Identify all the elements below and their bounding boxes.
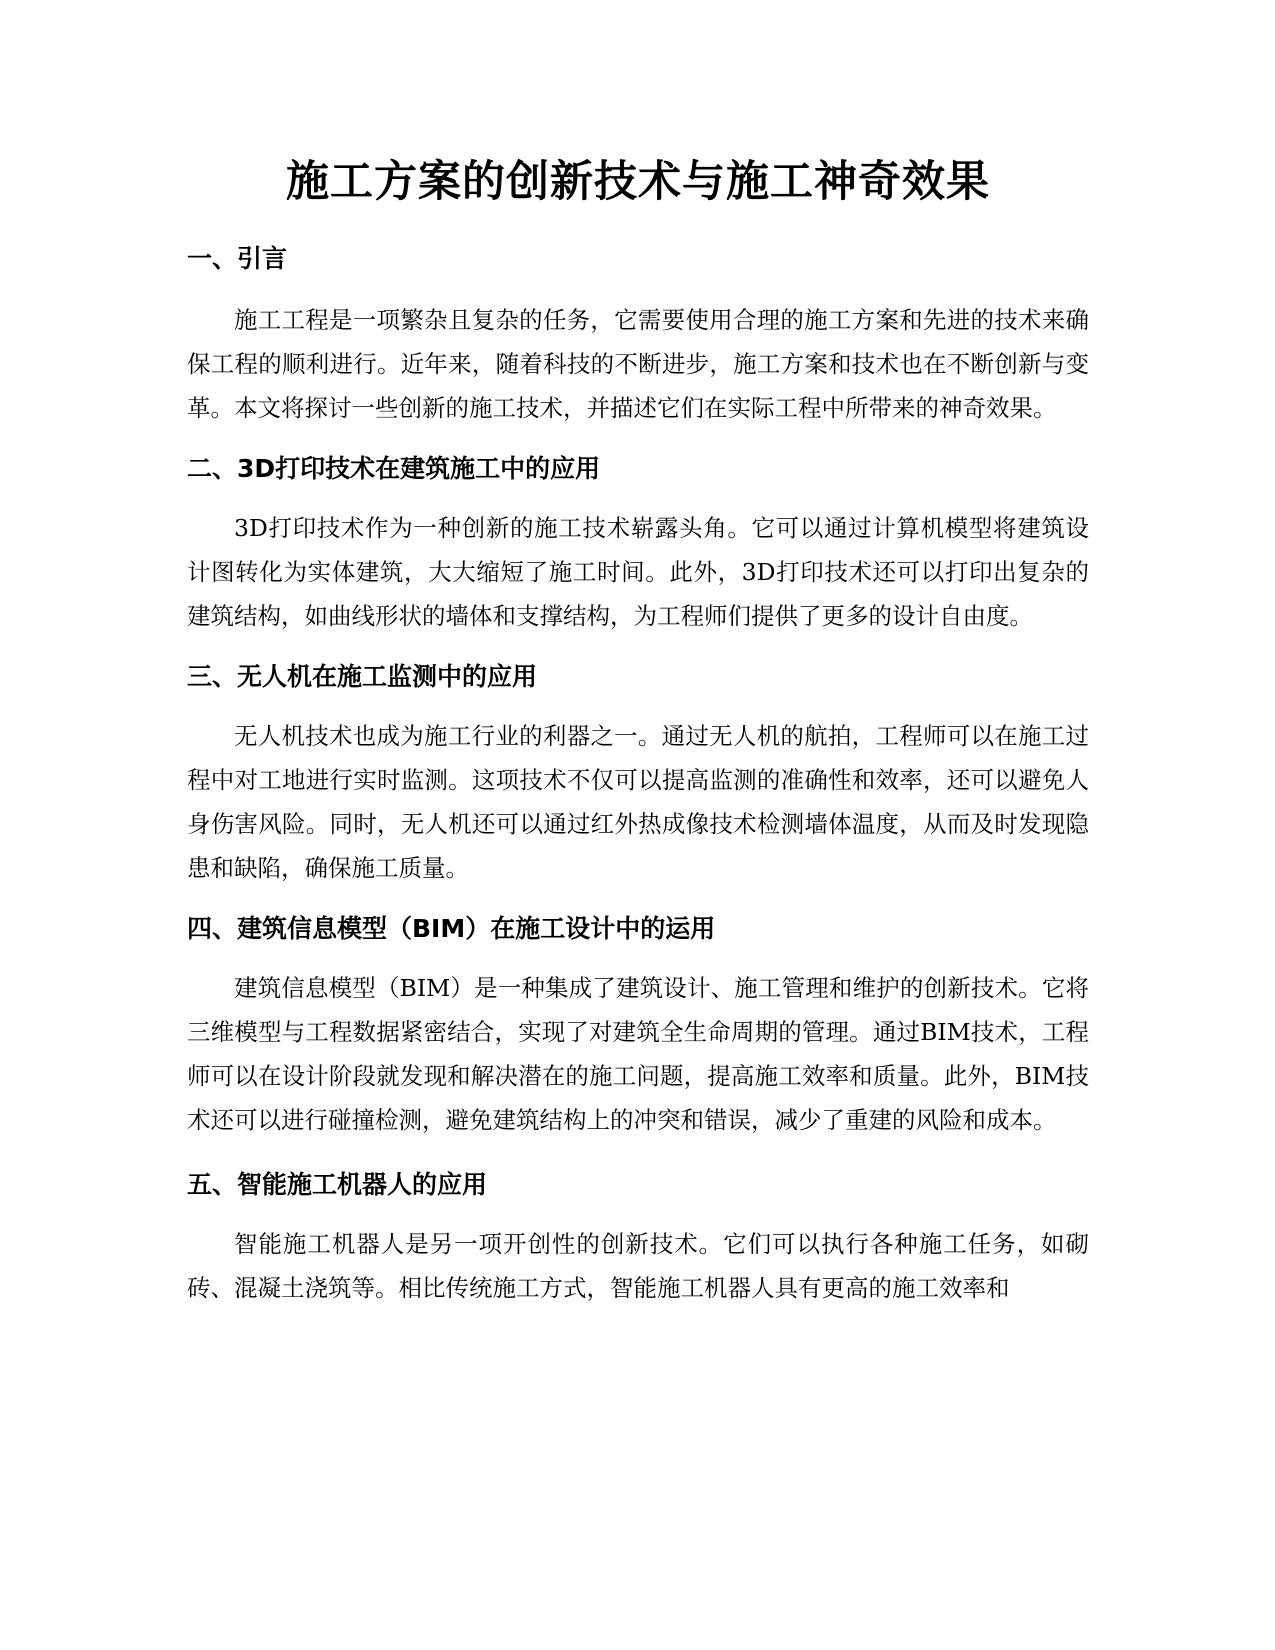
document-content — [187, 140, 1089, 1310]
section-paragraph: 3D打印技术作为一种创新的施工技术崭露头角。它可以通过计算机模型将建筑设计图转化为实体建筑，大大缩短了施工时间。此外，3D打印技术还可以打印出复杂的建筑结构，如曲线形状的墙体和支撑结构，为工程师们提供了更多的设计自由度。 — [187, 514, 1089, 630]
section-drones — [187, 660, 1089, 890]
section-paragraph: 智能施工机器人是另一项开创性的创新技术。它们可以执行各种施工任务，如砌砖、混凝土浇筑等。相比传统施工方式，智能施工机器人具有更高的施工效率和 — [187, 1230, 1089, 1302]
section-paragraph: 施工工程是一项繁杂且复杂的任务，它需要使用合理的施工方案和先进的技术来确保工程的顺利进行。近年来，随着科技的不断进步，施工方案和技术也在不断创新与变革。本文将探讨一些创新的施工技术，并描述它们在实际工程中所带来的神奇效果。 — [187, 306, 1089, 422]
section-paragraph: 无人机技术也成为施工行业的利器之一。通过无人机的航拍，工程师可以在施工过程中对工地进行实时监测。这项技术不仅可以提高监测的准确性和效率，还可以避免人身伤害风险。同时，无人机还可以通过红外热成像技术检测墙体温度，从而及时发现隐患和缺陷，确保施工质量。 — [187, 722, 1089, 882]
section-robots — [187, 1168, 1089, 1310]
section-heading: 三、无人机在施工监测中的应用 — [187, 662, 538, 691]
section-bim — [187, 912, 1089, 1142]
section-heading: 一、引言 — [187, 244, 288, 273]
section-paragraph: 建筑信息模型（BIM）是一种集成了建筑设计、施工管理和维护的创新技术。它将三维模型与工程数据紧密结合，实现了对建筑全生命周期的管理。通过BIM技术，工程师可以在设计阶段就发现和解决潜在的施工问题，提高施工效率和质量。此外，BIM技术还可以进行碰撞检测，避免建筑结构上的冲突和错误，减少了重建的风险和成本。 — [187, 974, 1089, 1134]
section-heading: 五、智能施工机器人的应用 — [187, 1170, 488, 1199]
section-heading: 四、建筑信息模型（BIM）在施工设计中的运用 — [187, 914, 716, 943]
section-3d-printing — [187, 452, 1089, 638]
document-title: 施工方案的创新技术与施工神奇效果 — [286, 157, 990, 207]
section-heading: 二、3D打印技术在建筑施工中的应用 — [187, 454, 601, 483]
section-introduction — [187, 242, 1089, 430]
